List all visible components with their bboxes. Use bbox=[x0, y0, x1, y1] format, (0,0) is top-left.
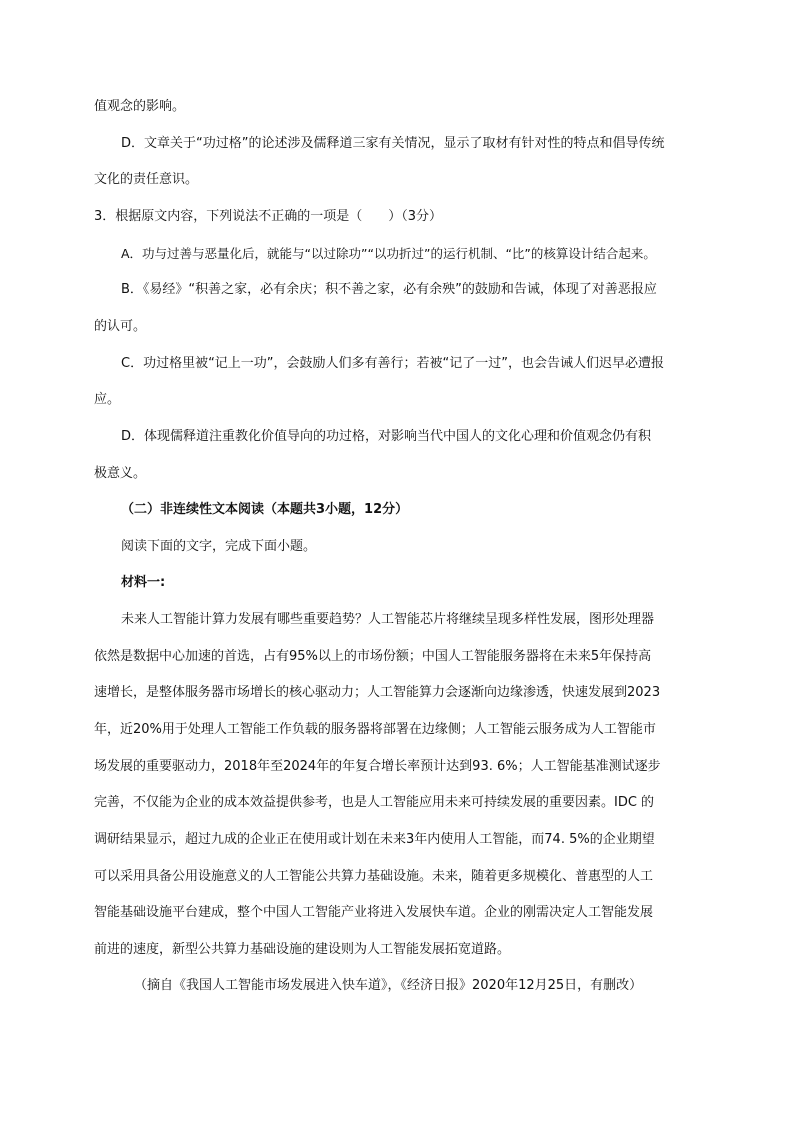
option-b-line: B．《易经》“积善之家，必有余庆；积不善之家，必有余殃”的鼓励和告诫，体现了对善恶报应 bbox=[121, 282, 657, 297]
paragraph-line: 可以采用具备公用设施意义的人工智能公共算力基础设施。未来，随着更多规模化、普惠型的人工 bbox=[94, 869, 654, 884]
paragraph-line: 速增长，是整体服务器市场增长的核心驱动力；人工智能算力会逐渐向边缘渗透，快速发展到2023 bbox=[94, 685, 661, 700]
text-line: 应。 bbox=[94, 392, 121, 407]
text-line: 极意义。 bbox=[94, 466, 147, 481]
paragraph-line: 智能基础设施平台建成，整个中国人工智能产业将进入发展快车道。企业的刚需决定人工智能发展 bbox=[94, 905, 654, 920]
paragraph-line: 未来人工智能计算力发展有哪些重要趋势？人工智能芯片将继续呈现多样性发展，图形处理器 bbox=[121, 612, 655, 627]
paragraph-line: 调研结果显示，超过九成的企业正在使用或计划在未来3年内使用人工智能，而74. 5%的企业期望 bbox=[94, 832, 655, 847]
paragraph-line: 前进的速度，新型公共算力基础设施的建设则为人工智能发展拓宽道路。 bbox=[94, 942, 511, 957]
text-line: 值观念的影响。 bbox=[94, 99, 186, 114]
section-heading: （二）非连续性文本阅读（本题共3小题，12分） bbox=[121, 502, 409, 517]
option-c-line: C．功过格里被“记上一功”，会鼓励人们多有善行；若被“记了一过”，也会告诫人们迟早必遭报 bbox=[121, 356, 665, 371]
option-d-line: D．文章关于“功过格”的论述涉及儒释道三家有关情况，显示了取材有针对性的特点和倡导传统 bbox=[121, 136, 665, 151]
instruction-text: 阅读下面的文字，完成下面小题。 bbox=[121, 539, 317, 554]
text-line: 文化的责任意识。 bbox=[94, 172, 199, 187]
question-3-stem: 3．根据原文内容，下列说法不正确的一项是（ ）（3分） bbox=[94, 209, 443, 224]
paragraph-line: 依然是数据中心加速的首选，占有95%以上的市场份额；中国人工智能服务器将在未来5年保持高 bbox=[94, 649, 652, 664]
paragraph-line: 年，近20%用于处理人工智能工作负载的服务器将部署在边缘侧；人工智能云服务成为人工智能市 bbox=[94, 722, 656, 737]
source-citation: （摘自《我国人工智能市场发展进入快车道》，《经济日报》2020年12月25日，有删改） bbox=[134, 978, 643, 993]
option-d-line: D．体现儒释道注重教化价值导向的功过格，对影响当代中国人的文化心理和价值观念仍有积 bbox=[121, 429, 652, 444]
option-a-line: A．功与过善与恶量化后，就能与“以过除功”“以功折过”的运行机制、“比”的核算设计结合起来。 bbox=[121, 246, 656, 261]
paragraph-line: 完善，不仅能为企业的成本效益提供参考，也是人工智能应用未来可持续发展的重要因素。IDC 的 bbox=[94, 795, 655, 810]
material-one-label: 材料一: bbox=[121, 575, 166, 590]
paragraph-line: 场发展的重要驱动力，2018年至2024年的年复合增长率预计达到93. 6%；人工智能基准测试逐步 bbox=[94, 759, 661, 774]
text-line: 的认可。 bbox=[94, 319, 147, 334]
